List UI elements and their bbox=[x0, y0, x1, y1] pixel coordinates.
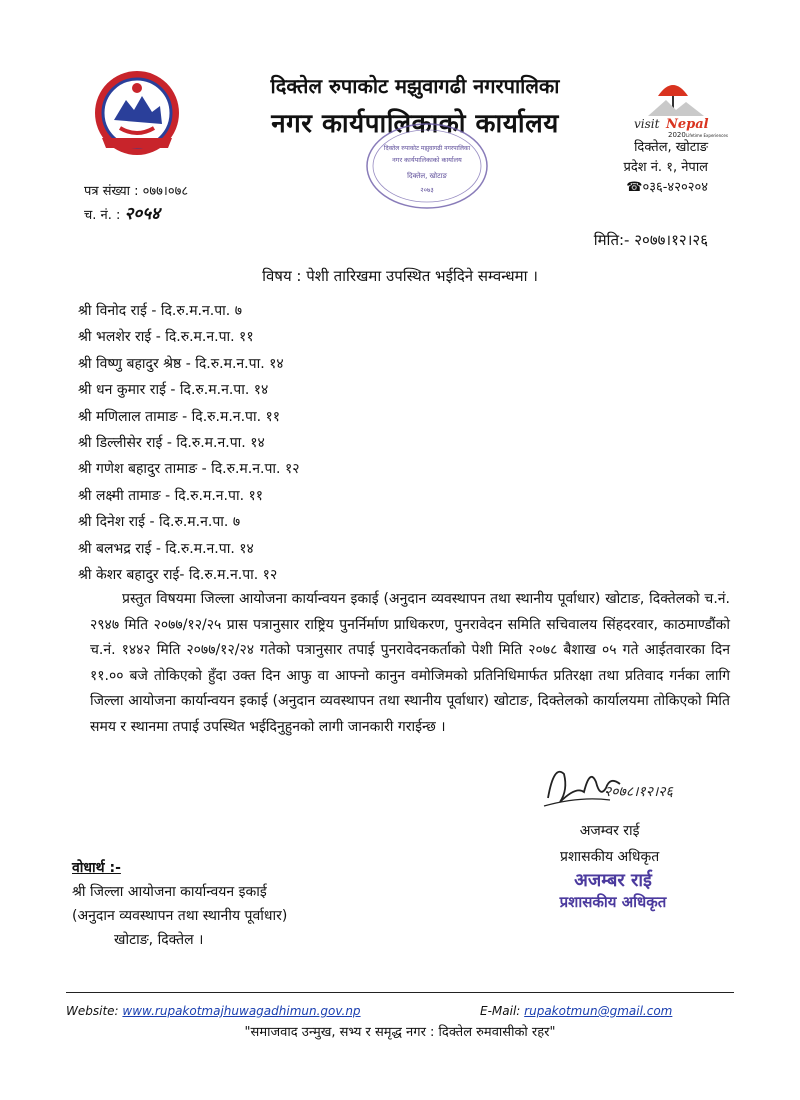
recipient-item: श्री विष्णु बहादुर श्रेष्ठ - दि.रु.म.न.पा. १४ bbox=[78, 355, 284, 372]
reference-block bbox=[84, 180, 188, 227]
body-paragraph: प्रस्तुत विषयमा जिल्ला आयोजना कार्यान्वयन इकाई (अनुदान व्यवस्थापन तथा स्थानीय पूर्वाधार) खोटाङ, दिक्तेलको च.नं. २९४७ मिति २०७७/१२/२५ प्रास पत्रानुसार राष्ट्रिय पुनर्निर्माण प्राधिकरण, पुनरावेदन समिति सचिवालय सिंहदरवार, काठमाण्डौंको च.नं. १४४२ मिति २०७७/१२/२४ गतेको पत्रानुसार तपाई पुनरावेदनकर्ताको पेशी मिति २०७८ बैशाख ०५ गते आईतवारका दिन ११.०० बजे तोकिएको हुँदा उक्त दिन आफु वा आफ्नो कानुन वमोजिमको प्रतिनिधिमार्फत प्रतिरक्षा तथा प्रतिवाद गर्नका लागि जिल्ला आयोजना कार्यान्वयन इकाई (अनुदान व्यवस्थापन तथा स्थानीय पूर्वाधार) खोटाङ, दिक्तेलको कार्यालयमा तोकिएको मिति समय र स्थानमा तपाई उपस्थित भईदिनुहुनको लागी जानकारी गराईन्छ । bbox=[90, 591, 730, 735]
cc-line-1: श्री जिल्ला आयोजना कार्यान्वयन इकाई bbox=[72, 884, 267, 900]
dispatch-number bbox=[84, 203, 188, 227]
recipient-item: श्री लक्ष्मी तामाङ - दि.रु.म.न.पा. ११ bbox=[78, 487, 264, 504]
recipient-item: श्री बलभद्र राई - दि.रु.म.न.पा. १४ bbox=[78, 540, 254, 557]
signatory-designation: प्रशासकीय अधिकृत bbox=[560, 849, 660, 865]
footer-motto: "समाजवाद उन्मुख, सभ्य र समृद्ध नगर : दिक्तेल रुमवासीको रहर" bbox=[244, 1025, 556, 1040]
website-link[interactable]: www.rupakotmajhuwagadhimun.gov.np bbox=[122, 1004, 361, 1018]
nepal-word: Nepal bbox=[666, 117, 709, 132]
footer-divider bbox=[66, 992, 734, 993]
address-line-2: प्रदेश नं. १, नेपाल bbox=[623, 160, 708, 175]
stamp-designation: प्रशासकीय अधिकृत bbox=[559, 893, 667, 911]
name-stamp bbox=[548, 868, 678, 912]
recipient-item: श्री दिनेश राई - दि.रु.म.न.पा. ७ bbox=[78, 514, 241, 531]
email-link[interactable]: rupakotmun@gmail.com bbox=[524, 1004, 673, 1018]
seal-line-4: २०७३ bbox=[420, 186, 434, 194]
visit-tagline: Lifetime Experiences bbox=[686, 133, 728, 138]
visit-nepal-logo bbox=[628, 66, 728, 144]
website-label: Website: bbox=[66, 1004, 119, 1018]
visit-year: 2020 bbox=[668, 131, 686, 139]
letter-number: पत्र संख्या : ०७७।०७८ bbox=[84, 184, 189, 199]
seal-line-2: नगर कार्यपालिकाको कार्यालय bbox=[392, 156, 462, 164]
signature-date: २०७८।१२।२६ bbox=[604, 784, 673, 800]
recipient-item: श्री भलशेर राई - दि.रु.म.न.पा. ११ bbox=[78, 329, 254, 346]
handwritten-signature bbox=[540, 758, 690, 818]
address-line-1: दिक्तेल, खोटाङ bbox=[634, 140, 708, 155]
phone-number: ☎०३६-४२०२०४ bbox=[626, 180, 708, 195]
recipient-list bbox=[78, 298, 300, 588]
office-name: नगर कार्यपालिकाको कार्यालय bbox=[271, 109, 559, 139]
stamp-name: अजम्बर राई bbox=[574, 870, 652, 891]
website-block bbox=[66, 1004, 361, 1018]
email-label: E-Mail: bbox=[480, 1004, 521, 1018]
dispatch-label: च. नं. : bbox=[84, 208, 121, 223]
signatory bbox=[560, 818, 659, 870]
cc-line-3: खोटाङ, दिक्तेल । bbox=[114, 932, 204, 948]
letter-body bbox=[90, 587, 730, 740]
recipient-item: श्री डिल्लीसेर राई - दि.रु.म.न.पा. १४ bbox=[78, 435, 265, 452]
recipient-item: श्री धन कुमार राई - दि.रु.म.न.पा. १४ bbox=[78, 382, 269, 399]
seal-line-3: दिक्तेल, खोटाङ bbox=[407, 172, 447, 180]
signatory-name: अजम्वर राई bbox=[579, 823, 640, 839]
letter-subject: विषय : पेशी तारिखमा उपस्थित भईदिने सम्वन्धमा । bbox=[262, 267, 538, 285]
letter-date: मिति:- २०७७।१२।२६ bbox=[593, 231, 708, 249]
cc-title: वोधार्थ :- bbox=[72, 860, 121, 876]
office-address bbox=[623, 138, 708, 198]
cc-line-2: (अनुदान व्यवस्थापन तथा स्थानीय पूर्वाधार) bbox=[72, 908, 288, 924]
office-seal bbox=[362, 120, 492, 212]
seal-line-1: दिक्तेल रुपाकोट मझुवागढी नगरपालिका bbox=[383, 145, 471, 152]
dispatch-value: २०५४ bbox=[124, 204, 160, 224]
email-block bbox=[480, 1004, 672, 1018]
cc-block bbox=[72, 856, 287, 952]
visit-word: visit bbox=[634, 117, 660, 131]
recipient-item: श्री मणिलाल तामाङ - दि.रु.म.न.पा. ११ bbox=[78, 408, 281, 425]
municipality-name: दिक्तेल रुपाकोट मझुवागढी नगरपालिका bbox=[270, 74, 560, 98]
recipient-item: श्री गणेश बहादुर तामाङ - दि.रु.म.न.पा. १२ bbox=[78, 461, 300, 478]
recipient-item: श्री केशर बहादुर राई- दि.रु.म.न.पा. १२ bbox=[78, 567, 278, 584]
recipient-item: श्री विनोद राई - दि.रु.म.न.पा. ७ bbox=[78, 303, 242, 319]
